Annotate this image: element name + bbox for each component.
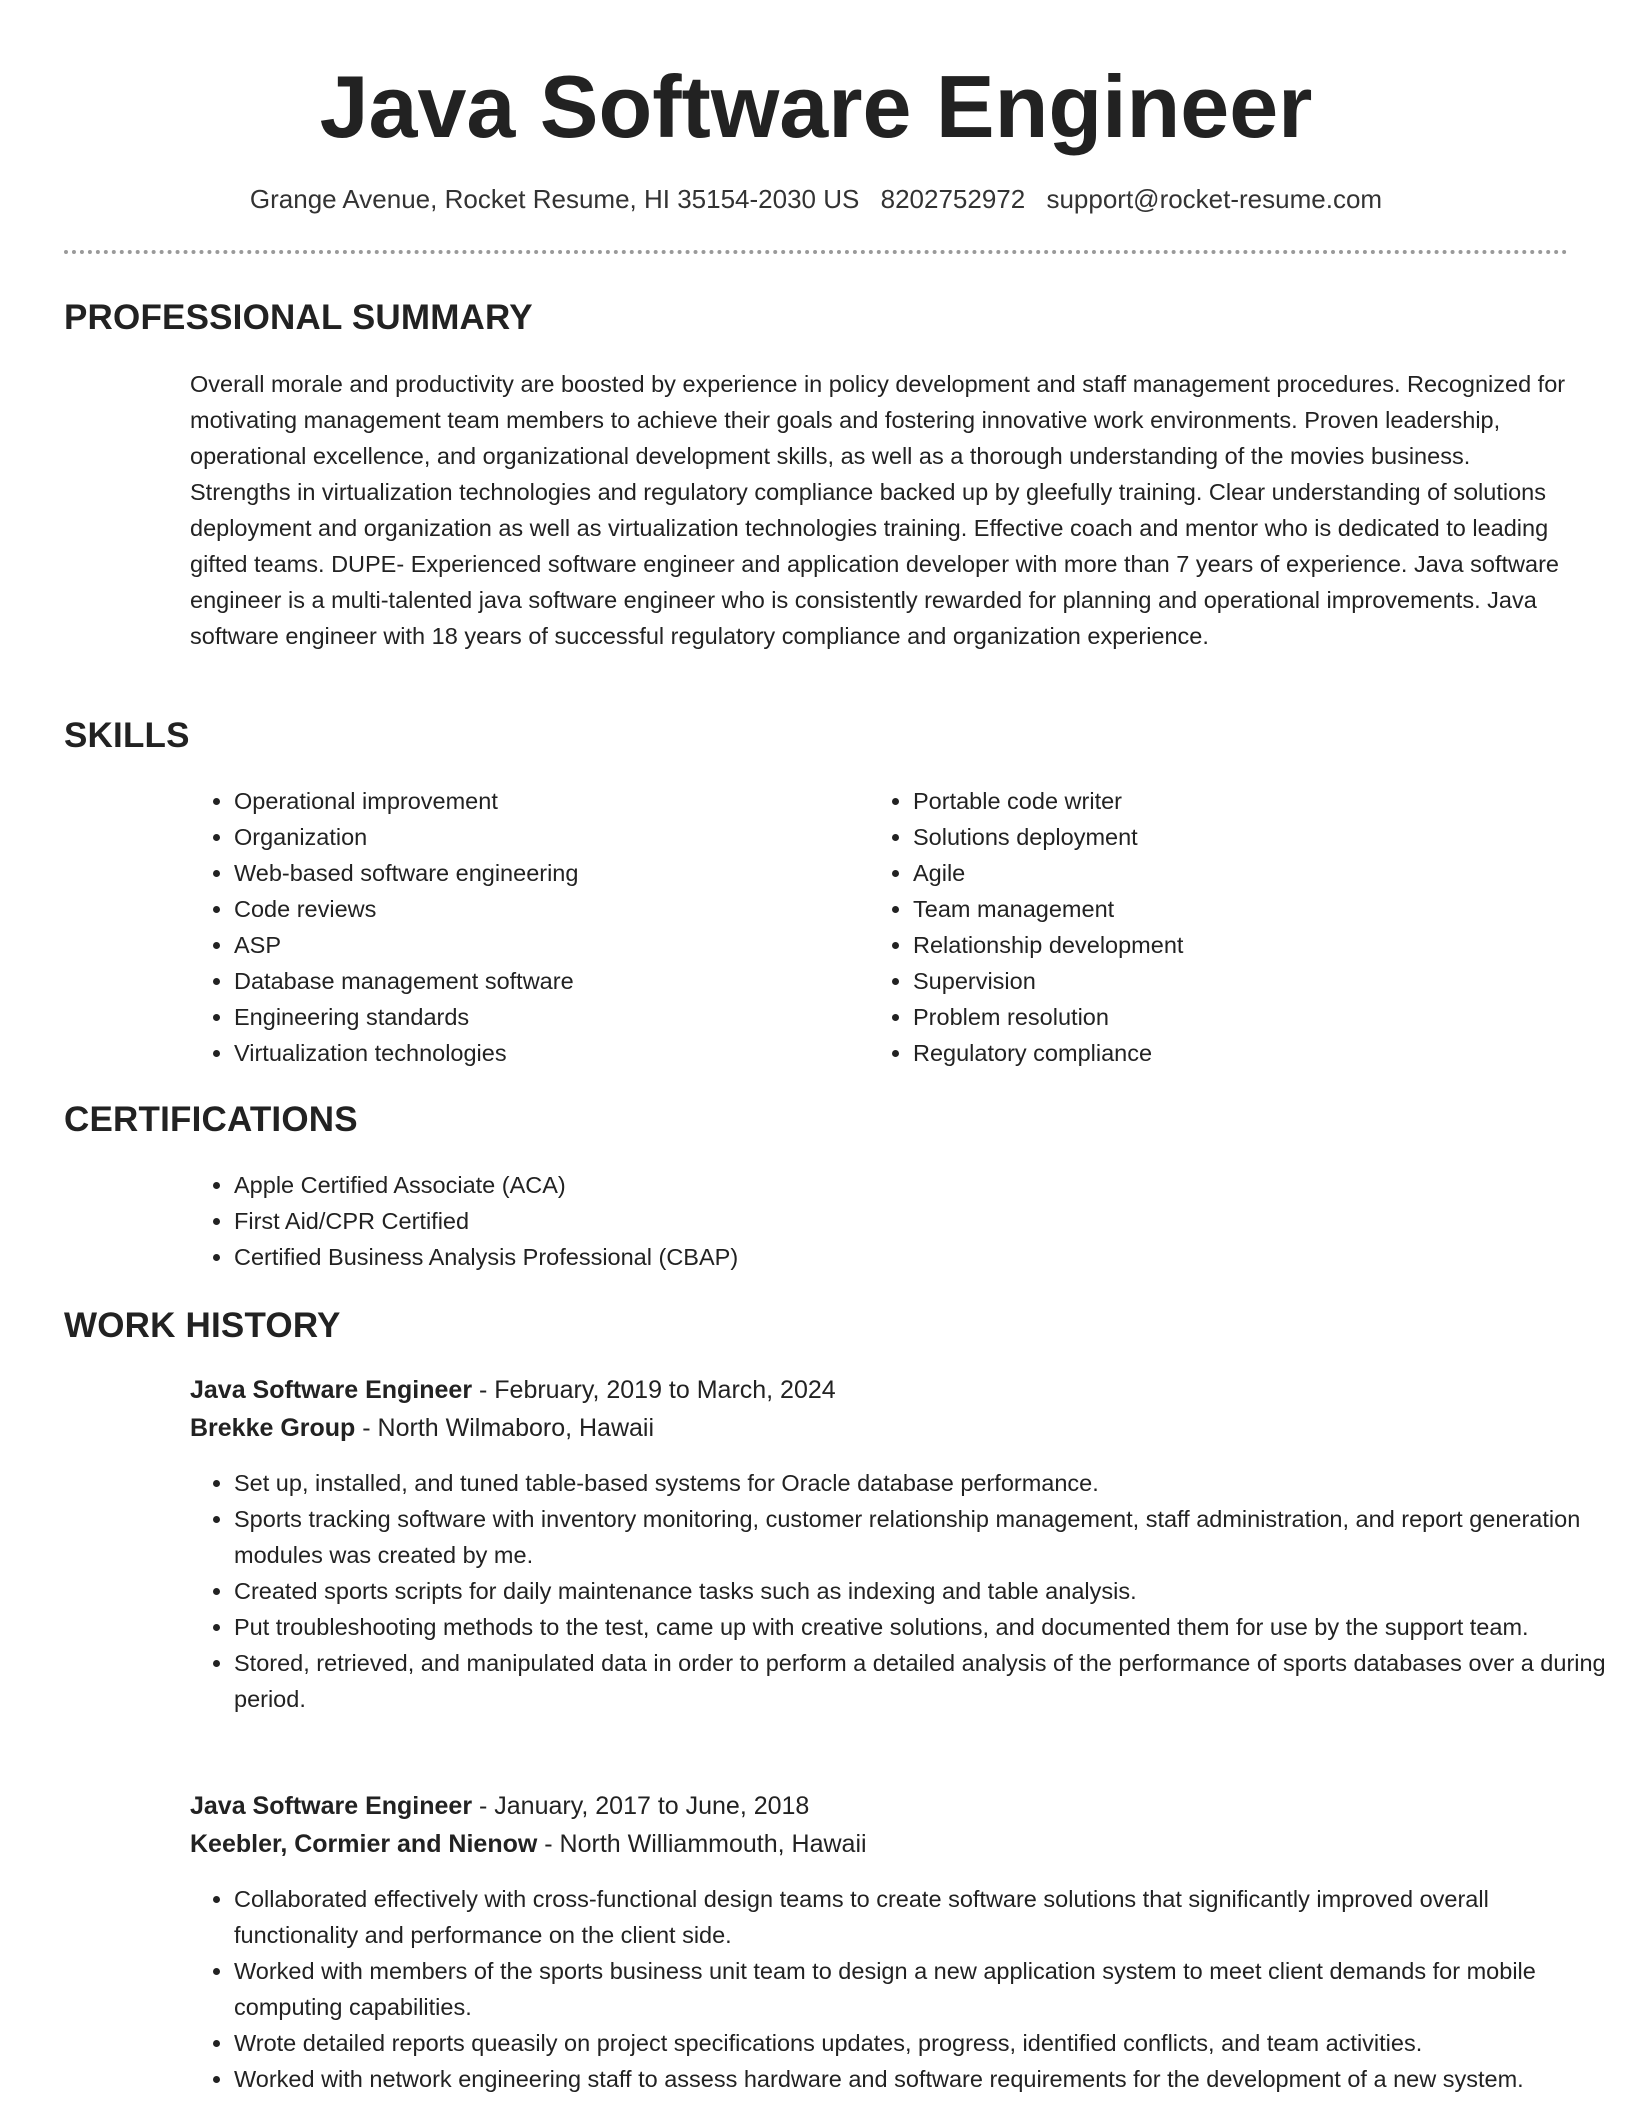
list-item: • Worked with network engineering staff to assess hardware and software requirements for the development of a new system. — [234, 2061, 1614, 2097]
skills-list-left — [190, 783, 854, 1071]
job-role: Java Software Engineer — [190, 1376, 473, 1404]
contact-email[interactable]: support@rocket-resume.com — [1046, 184, 1383, 214]
list-item: • Web-based software engineering — [234, 855, 854, 891]
list-item: • Solutions deployment — [913, 819, 1533, 855]
list-item: • Set up, installed, and tuned table-based systems for Oracle database performance. — [234, 1465, 1614, 1501]
job-company: Keebler, Cormier and Nienow — [190, 1830, 538, 1858]
list-item: • Put troubleshooting methods to the test, came up with creative solutions, and documented them for use by the support team. — [234, 1609, 1614, 1645]
work-history-heading: WORK HISTORY — [64, 1306, 341, 1345]
certifications-list — [190, 1167, 1614, 1275]
certifications-heading: CERTIFICATIONS — [64, 1100, 358, 1139]
job-location: - North Williammouth, Hawaii — [537, 1830, 867, 1858]
skills-list-right — [869, 783, 1533, 1071]
list-item: • Database management software — [234, 963, 854, 999]
list-item: • Collaborated effectively with cross-functional design teams to create software solutions that significantly improved overall functionality and performance on the client side. — [234, 1881, 1614, 1953]
job-company-line — [190, 1825, 867, 1863]
list-item: • Portable code writer — [913, 783, 1533, 819]
list-item: • Created sports scripts for daily maintenance tasks such as indexing and table analysis. — [234, 1573, 1614, 1609]
list-item: • Supervision — [913, 963, 1533, 999]
job-bullets — [190, 1465, 1614, 1717]
header-divider — [64, 250, 1568, 254]
job-role: Java Software Engineer — [190, 1792, 473, 1820]
list-item: • Operational improvement — [234, 783, 854, 819]
job-dates: - February, 2019 to March, 2024 — [472, 1376, 836, 1404]
contact-line — [0, 181, 1632, 217]
job-company: Brekke Group — [190, 1414, 356, 1442]
list-item: • Team management — [913, 891, 1533, 927]
candidate-name: Java Software Engineer — [319, 57, 1313, 156]
list-item: • Problem resolution — [913, 999, 1533, 1035]
list-item: • Relationship development — [913, 927, 1533, 963]
list-item: • Code reviews — [234, 891, 854, 927]
summary-text: Overall morale and productivity are boosted by experience in policy development and staff management procedures. Recognized for motivating management team members to achieve their goals and fostering innovative work environments. Proven leadership, operational excellence, and organizational development skills, as well as a thorough understanding of the movies business. Strengths in virtualization technologies and regulatory compliance backed up by gleefully training. Clear understanding of solutions deployment and organization as well as virtualization technologies training. Effective coach and mentor who is dedicated to leading gifted teams. DUPE- Experienced software engineer and application developer with more than 7 years of experience. Java software engineer is a multi-talented java software engineer who is consistently rewarded for planning and operational improvements. Java software engineer with 18 years of successful regulatory compliance and organization experience. — [190, 371, 1566, 649]
job-company-line — [190, 1409, 654, 1447]
list-item: • Organization — [234, 819, 854, 855]
list-item: • ASP — [234, 927, 854, 963]
list-item: • Sports tracking software with inventory monitoring, customer relationship management, staff administration, and report generation modules was created by me. — [234, 1501, 1614, 1573]
contact-phone: 8202752972 — [880, 184, 1026, 214]
job-title-line — [190, 1787, 809, 1825]
list-item: • Wrote detailed reports queasily on project specifications updates, progress, identified conflicts, and team activities. — [234, 2025, 1614, 2061]
contact-address: Grange Avenue, Rocket Resume, HI 35154-2030 US — [249, 184, 860, 214]
list-item: • Virtualization technologies — [234, 1035, 854, 1071]
list-item: • Engineering standards — [234, 999, 854, 1035]
list-item: • Agile — [913, 855, 1533, 891]
list-item: • Regulatory compliance — [913, 1035, 1533, 1071]
list-item: • Stored, retrieved, and manipulated data in order to perform a detailed analysis of the performance of sports databases over a during period. — [234, 1645, 1614, 1717]
skills-heading: SKILLS — [64, 716, 190, 755]
list-item: • Certified Business Analysis Professional (CBAP) — [234, 1239, 1614, 1275]
job-dates: - January, 2017 to June, 2018 — [472, 1792, 810, 1820]
list-item: • First Aid/CPR Certified — [234, 1203, 1614, 1239]
job-location: - North Wilmaboro, Hawaii — [355, 1414, 655, 1442]
list-item: • Apple Certified Associate (ACA) — [234, 1167, 1614, 1203]
job-bullets — [190, 1881, 1614, 2097]
job-title-line — [190, 1371, 836, 1409]
summary-heading: PROFESSIONAL SUMMARY — [64, 298, 533, 337]
list-item: • Worked with members of the sports business unit team to design a new application system to meet client demands for mobile computing capabilities. — [234, 1953, 1614, 2025]
